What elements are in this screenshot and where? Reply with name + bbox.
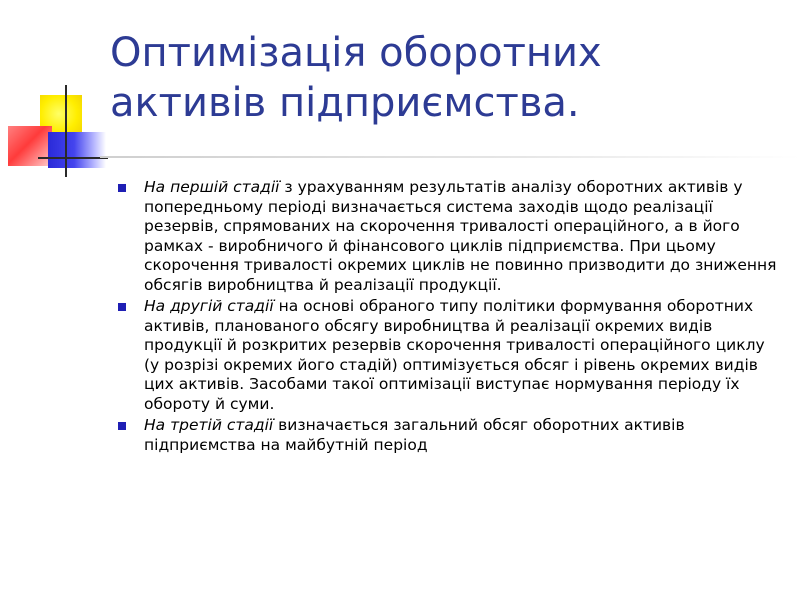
slide-title-line-2: активів підприємства.: [110, 80, 580, 126]
bullet-list: [118, 178, 778, 457]
square-bullet-icon: [118, 184, 126, 192]
bullet-item-stage-3: [118, 416, 778, 455]
bullet-text: визначається загальний обсяг оборотних активів підприємства на майбутній період: [144, 416, 685, 454]
square-bullet-icon: [118, 303, 126, 311]
bullet-text: на основі обраного типу політики формування оборотних активів, планованого обсягу виробництва й реалізації окремих видів продукції й розкритих резервів скорочення тривалості операційного циклу (у розрізі окремих його стадій) оптимізується обсяг і рівень окремих видів цих активів. Засобами такої оптимізації виступає нормування періоду їх обороту й суми.: [144, 297, 765, 413]
stage-label: На другій стадії: [144, 297, 274, 315]
stage-label: На третій стадії: [144, 416, 274, 434]
title-divider: [100, 156, 800, 158]
square-bullet-icon: [118, 422, 126, 430]
vertical-line-icon: [65, 85, 67, 177]
slide-title: [110, 28, 790, 128]
colored-squares-logo-icon: [0, 0, 120, 190]
horizontal-line-icon: [38, 157, 108, 159]
bullet-item-stage-1: [118, 178, 778, 295]
stage-label: На першій стадії: [144, 178, 280, 196]
bullet-item-stage-2: [118, 297, 778, 414]
red-square-icon: [8, 126, 52, 166]
blue-square-icon: [48, 132, 106, 168]
slide-title-line-1: Оптимізація оборотних: [110, 30, 602, 76]
bullet-text: з урахуванням результатів аналізу оборотних активів у попередньому періоді визначається система заходів щодо реалізації резервів, спрямованих на скорочення тривалості операційного, а в його рамках - виробничого й фінансового циклів підприємства. При цьому скорочення тривалості окремих циклів не повинно призводити до зниження обсягів виробництва й реалізації продукції.: [144, 178, 777, 294]
